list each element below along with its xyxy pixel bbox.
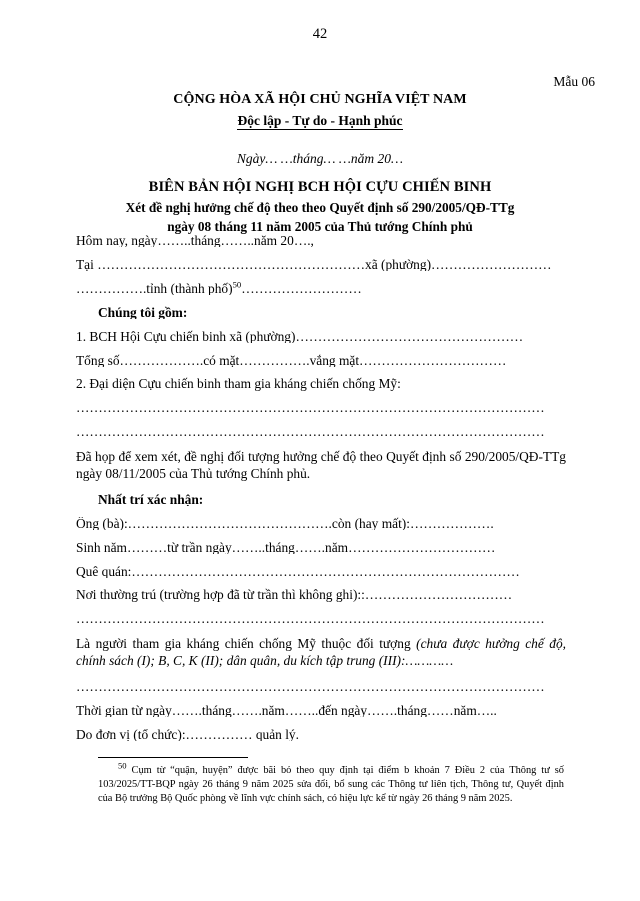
participant-category-dots: :………… xyxy=(401,652,454,668)
field-location-province-suffix: ……………………… xyxy=(241,281,362,296)
blank-dotted-line-3: …………………………………………………………………………………………… xyxy=(76,612,545,626)
footnote-text: Cụm từ “quận, huyện” được bãi bỏ theo quy định tại điểm b khoản 7 Điều 2 của Thông tư số 103/2025/TT-BQP ngày 26 tháng 9 năm 2025 sửa đổi, bổ sung các Thông tư liên tịch, Thông tư, Quyết định của Bộ trưởng Bộ Quốc phòng về lĩnh vực chính sách, có hiệu lực kể từ ngày 26 tháng 9 năm 2025. xyxy=(98,765,564,804)
national-motto-text: Độc lập - Tự do - Hạnh phúc xyxy=(237,113,403,128)
participant-category-options: (chưa được hưởng chế độ, chính sách (I); B, C, K (II); dân quân, du kích tập trung (III) xyxy=(76,636,567,668)
heading-we-are: Chúng tôi gồm: xyxy=(98,305,188,320)
field-committee-members: 1. BCH Hội Cựu chiến binh xã (phường)…………………………………………… xyxy=(76,329,524,344)
blank-dotted-line-1: …………………………………………………………………………………………… xyxy=(76,401,545,415)
page-number: 42 xyxy=(312,26,328,42)
paragraph-participant-category xyxy=(76,636,566,669)
paragraph-meeting-purpose: Đã họp để xem xét, đề nghị đối tượng hưởng chế độ theo Quyết định số 290/2005/QĐ-TTg ngày 08/11/2005 của Thủ tướng Chính phủ. xyxy=(76,449,566,481)
field-permanent-residence: Nơi thường trú (trường hợp đã từ trần thì không ghi)::…………………………… xyxy=(76,588,513,602)
heading-unanimous-confirmation: Nhất trí xác nhận: xyxy=(98,492,204,507)
participant-category-text: Là người tham gia kháng chiến chống Mỹ thuộc đối tượng xyxy=(76,636,417,652)
field-today-date: Hôm nay, ngày……..tháng……..năm 20…., xyxy=(76,234,314,248)
document-body xyxy=(76,234,566,752)
field-hometown: Quê quán:…………………………………………………………………………… xyxy=(76,564,520,578)
field-location-commune: Tại ……………………………………………………xã (phường)……………………… xyxy=(76,257,552,272)
date-line: Ngày… …tháng… …năm 20… xyxy=(236,151,404,166)
label-veteran-representatives: 2. Đại diện Cựu chiến binh tham gia kháng chiến chống Mỹ: xyxy=(76,377,401,391)
document-title: BIÊN BẢN HỘI NGHỊ BCH HỘI CỰU CHIẾN BINH xyxy=(148,179,492,195)
document-subtitle-line-2: ngày 08 tháng 11 năm 2005 của Thủ tướng Chính phủ xyxy=(167,219,473,234)
footnote-block xyxy=(98,760,564,805)
national-title: CỘNG HÒA XÃ HỘI CHỦ NGHĨA VIỆT NAM xyxy=(173,92,467,107)
field-location-province xyxy=(76,282,566,295)
document-subtitle-line-1: Xét đề nghị hưởng chế độ theo theo Quyết định số 290/2005/QĐ-TTg xyxy=(125,200,515,215)
field-attendance-count: Tổng số……………….có mặt…………….vắng mặt…………………………… xyxy=(76,353,507,367)
field-birth-and-death-year: Sinh năm………từ trần ngày……..tháng…….năm…………………………… xyxy=(76,540,496,555)
field-managing-unit: Do đơn vị (tổ chức):…………… quản lý. xyxy=(76,727,299,742)
field-location-province-prefix: …………….tỉnh (thành phố) xyxy=(76,281,233,296)
footnote-marker: 50 xyxy=(118,760,127,771)
footnote-separator xyxy=(98,757,248,758)
national-motto xyxy=(0,113,640,129)
footnote-reference-marker: 50 xyxy=(232,281,242,290)
field-service-period: Thời gian từ ngày…….tháng…….năm……..đến ngày…….tháng……năm….. xyxy=(76,703,497,718)
blank-dotted-line-4: …………………………………………………………………………………………… xyxy=(76,679,545,694)
form-code-label: Mẫu 06 xyxy=(553,74,595,89)
blank-dotted-line-2: …………………………………………………………………………………………… xyxy=(76,425,545,439)
field-person-name: Ông (bà):……………………………………….còn (hay mất):………………. xyxy=(76,516,494,531)
document-header xyxy=(0,92,640,235)
